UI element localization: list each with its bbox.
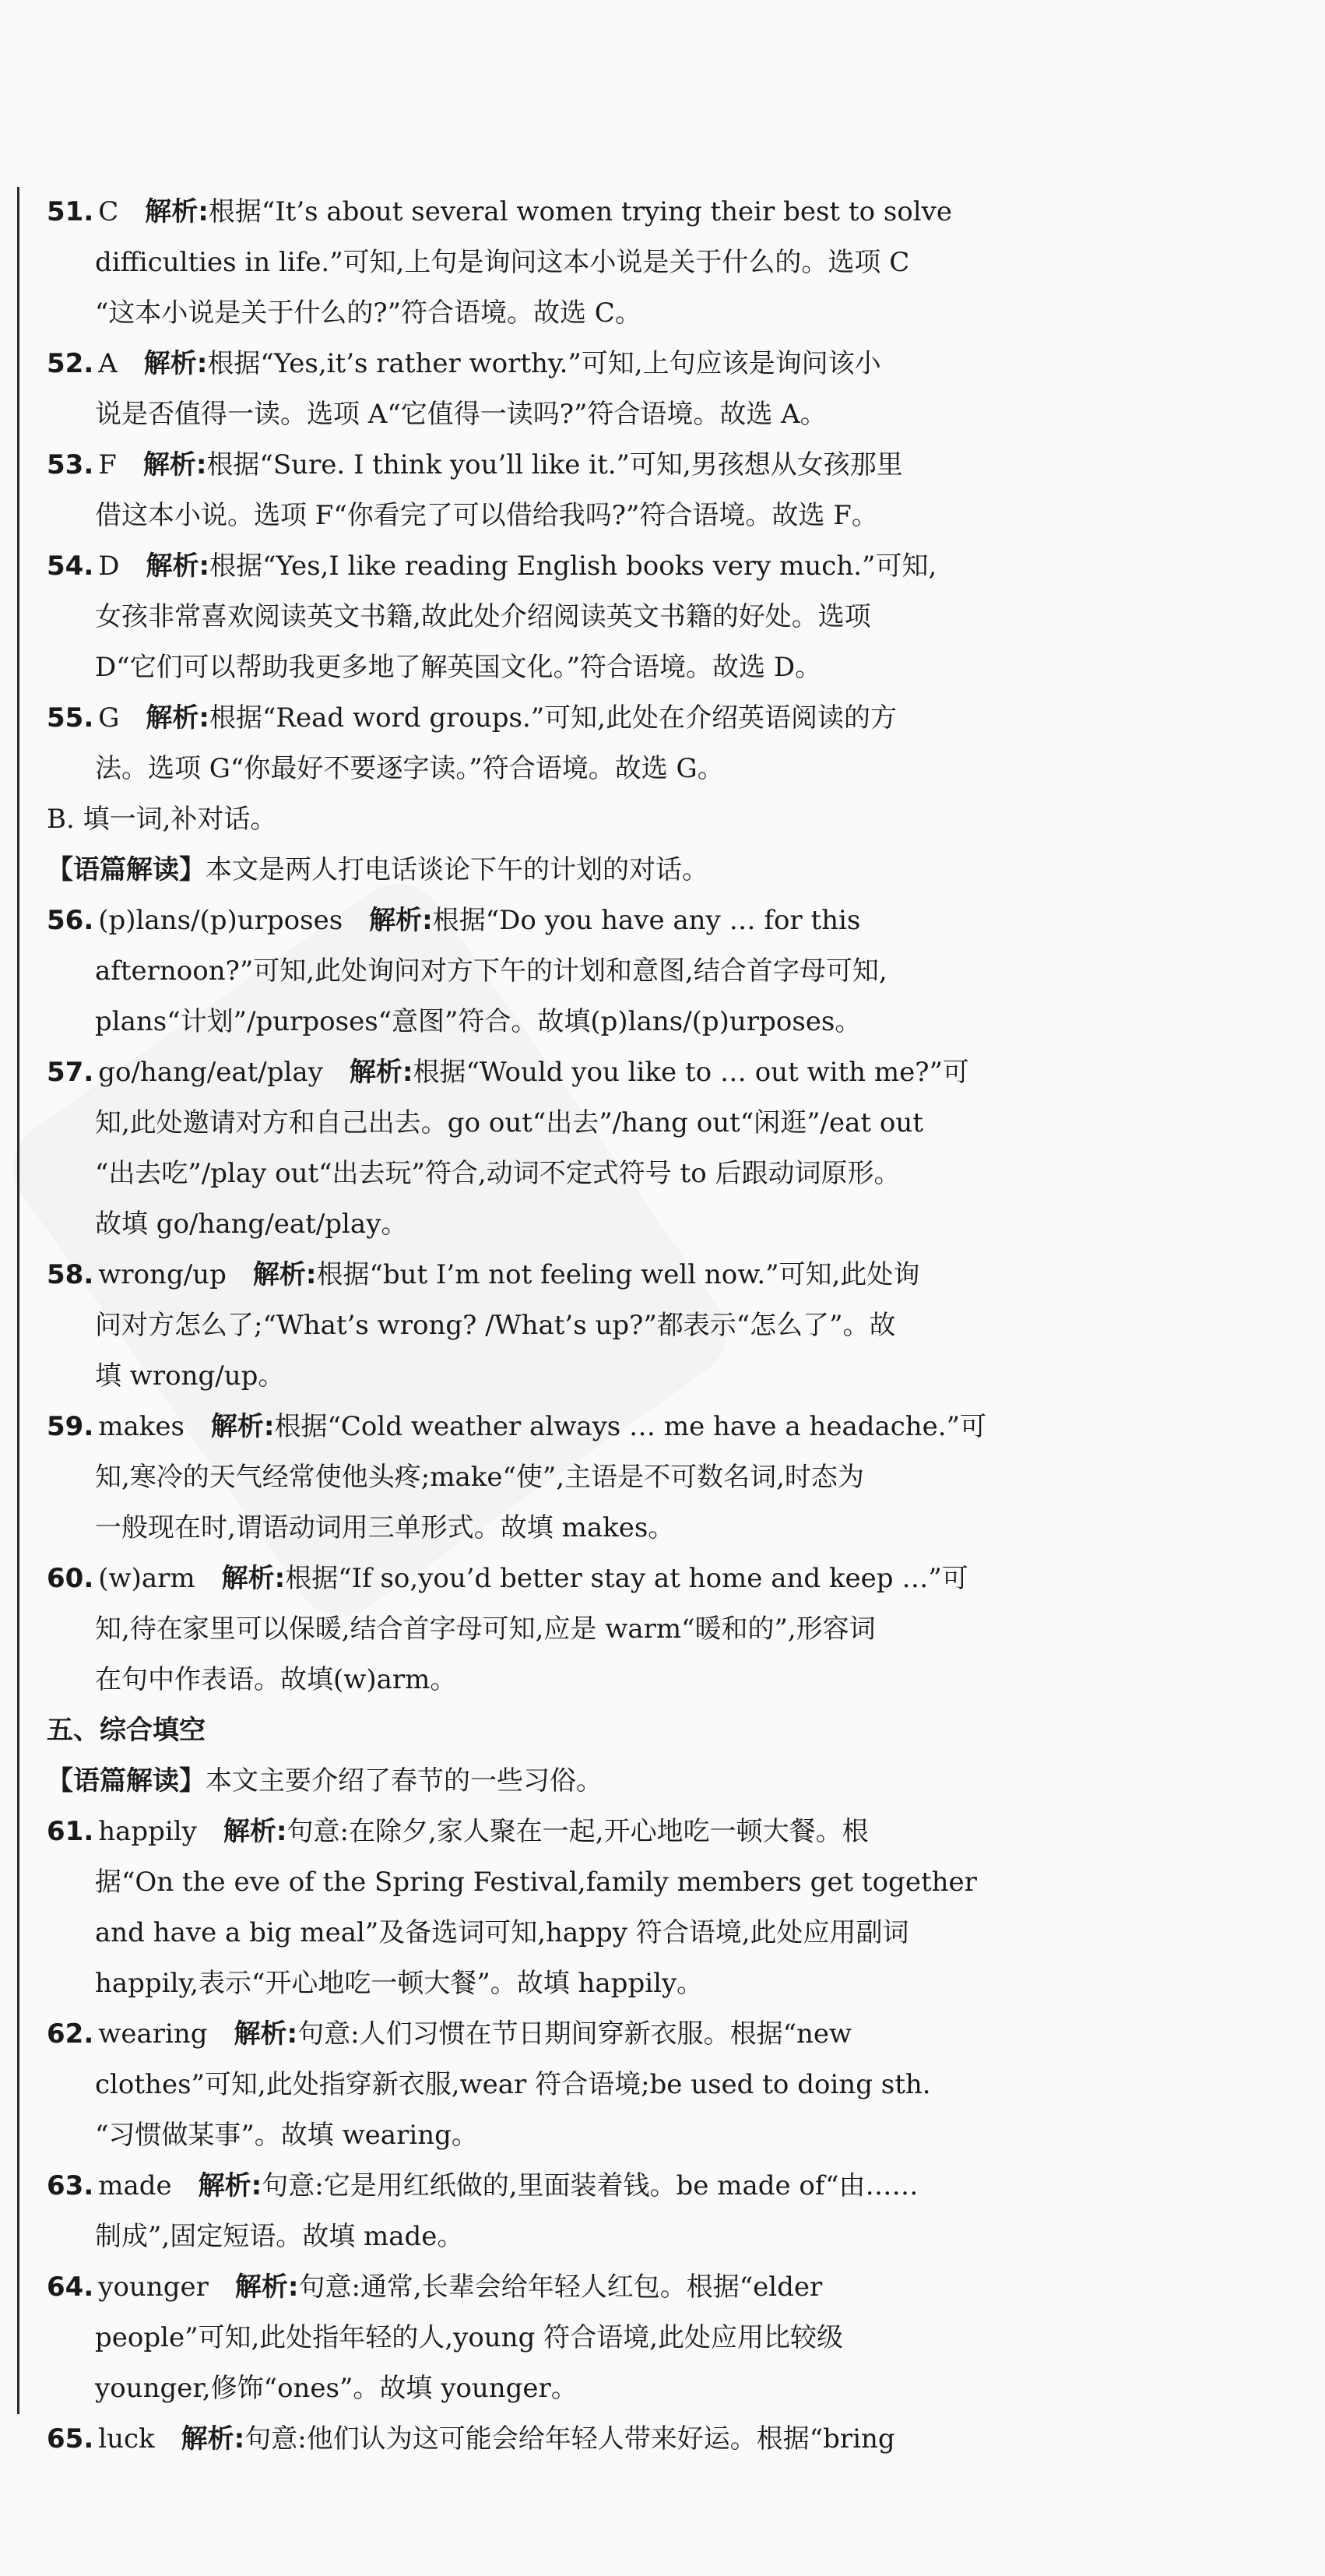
answer-continuation-line — [47, 2363, 1074, 2414]
analysis-label: 解析: — [146, 551, 210, 582]
reading-note-tag: 【语篇解读】 — [47, 1765, 206, 1797]
analysis-text: plans“计划”/purposes“意图”符合。故填(p)lans/(p)urposes。 — [95, 1006, 862, 1037]
answer-item — [47, 693, 1074, 794]
answer-first-line — [47, 187, 1074, 238]
analysis-text: 根据“It’s about several women trying their best to solve — [208, 196, 952, 227]
answer-item — [47, 896, 1074, 1047]
question-number: 58. — [47, 1259, 94, 1290]
analysis-label: 解析: — [369, 905, 433, 936]
analysis-text: 根据“but I’m not feeling well now.”可知,此处询 — [316, 1259, 920, 1290]
answer-continuation-line — [47, 1098, 1074, 1149]
analysis-text: 法。选项 G“你最好不要逐字读。”符合语境。故选 G。 — [95, 753, 724, 784]
question-number: 64. — [47, 2272, 94, 2303]
answer-item — [47, 2161, 1074, 2262]
answer-continuation-line — [47, 1958, 1074, 2009]
answer-continuation-line — [47, 744, 1074, 794]
question-number: 62. — [47, 2018, 94, 2050]
analysis-label: 解析: — [234, 2018, 298, 2050]
answer-value: wrong/up — [98, 1259, 227, 1290]
answer-first-line — [47, 1402, 1074, 1452]
analysis-text: 女孩非常喜欢阅读英文书籍,故此处介绍阅读英文书籍的好处。选项 — [95, 601, 871, 632]
answer-value: (p)lans/(p)urposes — [98, 905, 343, 936]
analysis-label: 解析: — [234, 2272, 299, 2303]
answers-group-b — [47, 896, 1074, 1705]
analysis-text: 说是否值得一读。选项 A“它值得一读吗?”符合语境。故选 A。 — [95, 399, 827, 430]
answer-item — [47, 1402, 1074, 1554]
analysis-label: 解析: — [198, 2170, 262, 2201]
answer-continuation-line — [47, 642, 1074, 693]
reading-note-b — [47, 845, 1074, 896]
answer-value: made — [98, 2170, 172, 2201]
answer-continuation-line — [47, 2060, 1074, 2110]
answer-item — [47, 339, 1074, 440]
answer-first-line — [47, 2009, 1074, 2060]
left-margin-rule — [17, 187, 19, 2414]
answer-value: A — [98, 348, 118, 379]
answer-continuation-line — [47, 1300, 1074, 1351]
answer-continuation-line — [47, 238, 1074, 288]
answer-content — [47, 187, 1074, 2465]
answer-item — [47, 1807, 1074, 2009]
analysis-text: 制成”,固定短语。故填 made。 — [95, 2221, 464, 2252]
analysis-text: 根据“Yes,I like reading English books very much.”可知, — [209, 551, 937, 582]
answer-item — [47, 1047, 1074, 1250]
answer-first-line — [47, 541, 1074, 592]
analysis-label: 解析: — [223, 1816, 287, 1847]
answer-item — [47, 440, 1074, 541]
analysis-text: 知,待在家里可以保暖,结合首字母可知,应是 warm“暖和的”,形容词 — [95, 1614, 876, 1645]
analysis-text: “这本小说是关于什么的?”符合语境。故选 C。 — [95, 297, 641, 329]
answer-value: luck — [98, 2423, 155, 2455]
reading-note-tag: 【语篇解读】 — [47, 854, 206, 885]
question-number: 59. — [47, 1411, 94, 1442]
analysis-text: 故填 go/hang/eat/play。 — [95, 1209, 408, 1240]
answer-first-line — [47, 693, 1074, 744]
question-number: 61. — [47, 1816, 94, 1847]
analysis-text: and have a big meal”及备选词可知,happy 符合语境,此处应用副词 — [95, 1917, 909, 1948]
answer-item — [47, 1250, 1074, 1402]
analysis-text: 句意:通常,长辈会给年轻人红包。根据“elder — [298, 2272, 823, 2303]
analysis-text: 知,此处邀请对方和自己出去。go out“出去”/hang out“闲逛”/eat out — [95, 1107, 923, 1138]
analysis-text: 根据“Would you like to … out with me?”可 — [413, 1057, 969, 1088]
analysis-text: 根据“Do you have any … for this — [432, 905, 861, 936]
analysis-text: 在句中作表语。故填(w)arm。 — [95, 1664, 457, 1695]
answer-continuation-line — [47, 1604, 1074, 1655]
answer-continuation-line — [47, 1351, 1074, 1402]
answer-continuation-line — [47, 997, 1074, 1047]
reading-note-five — [47, 1756, 1074, 1807]
analysis-text: younger,修饰“ones”。故填 younger。 — [95, 2373, 578, 2404]
reading-note-text: 本文是两人打电话谈论下午的计划的对话。 — [206, 854, 708, 885]
analysis-text: D“它们可以帮助我更多地了解英国文化。”符合语境。故选 D。 — [95, 652, 822, 683]
answer-continuation-line — [47, 2313, 1074, 2363]
answer-continuation-line — [47, 1503, 1074, 1554]
question-number: 57. — [47, 1057, 94, 1088]
question-number: 63. — [47, 2170, 94, 2201]
question-number: 55. — [47, 702, 94, 734]
answer-value: F — [98, 449, 117, 480]
answer-first-line — [47, 896, 1074, 946]
analysis-text: 根据“If so,you’d better stay at home and keep …”可 — [285, 1563, 968, 1594]
question-number: 52. — [47, 348, 94, 379]
analysis-label: 解析: — [252, 1259, 317, 1290]
answer-first-line — [47, 1250, 1074, 1300]
analysis-text: 问对方怎么了;“What’s wrong? /What’s up?”都表示“怎么了”。故 — [95, 1310, 896, 1341]
answer-item — [47, 2009, 1074, 2161]
analysis-label: 解析: — [210, 1411, 275, 1442]
analysis-text: 填 wrong/up。 — [95, 1360, 285, 1392]
analysis-text: 句意:在除夕,家人聚在一起,开心地吃一顿大餐。根 — [286, 1816, 869, 1847]
question-number: 56. — [47, 905, 94, 936]
answer-item — [47, 2262, 1074, 2414]
answer-item — [47, 1554, 1074, 1705]
answer-continuation-line — [47, 592, 1074, 642]
analysis-text: 根据“Sure. I think you’ll like it.”可知,男孩想从女孩那里 — [206, 449, 903, 480]
question-number: 65. — [47, 2423, 94, 2455]
analysis-text: afternoon?”可知,此处询问对方下午的计划和意图,结合首字母可知, — [95, 955, 887, 987]
analysis-label: 解析: — [146, 702, 210, 734]
analysis-text: 一般现在时,谓语动词用三单形式。故填 makes。 — [95, 1512, 675, 1543]
question-number: 53. — [47, 449, 94, 480]
analysis-label: 解析: — [181, 2423, 245, 2455]
analysis-text: “习惯做某事”。故填 wearing。 — [95, 2120, 478, 2151]
answer-item — [47, 541, 1074, 693]
answer-continuation-line — [47, 1452, 1074, 1503]
answer-first-line — [47, 1554, 1074, 1604]
analysis-label: 解析: — [349, 1057, 413, 1088]
answer-value: wearing — [98, 2018, 208, 2050]
answer-item — [47, 2414, 1074, 2465]
answer-value: makes — [98, 1411, 185, 1442]
answers-group-c — [47, 1807, 1074, 2465]
answer-continuation-line — [47, 2212, 1074, 2262]
question-number: 51. — [47, 196, 94, 227]
analysis-label: 解析: — [221, 1563, 286, 1594]
answer-first-line — [47, 2262, 1074, 2313]
answer-continuation-line — [47, 1655, 1074, 1705]
analysis-text: clothes”可知,此处指穿新衣服,wear 符合语境;be used to doing sth. — [95, 2069, 931, 2100]
analysis-text: 据“On the eve of the Spring Festival,family members get together — [95, 1867, 977, 1898]
analysis-text: 借这本小说。选项 F“你看完了可以借给我吗?”符合语境。故选 F。 — [95, 500, 878, 531]
analysis-text: 根据“Cold weather always … me have a headache.”可 — [274, 1411, 986, 1442]
answer-value: (w)arm — [98, 1563, 195, 1594]
analysis-text: 句意:他们认为这可能会给年轻人带来好运。根据“bring — [244, 2423, 895, 2455]
section-b-heading: B. 填一词,补对话。 — [47, 804, 277, 835]
answer-value: happily — [98, 1816, 197, 1847]
answer-continuation-line — [47, 1857, 1074, 1908]
analysis-label: 解析: — [143, 348, 208, 379]
answer-continuation-line — [47, 1908, 1074, 1958]
section-five-heading: 五、综合填空 — [47, 1715, 206, 1746]
answer-value: C — [98, 196, 119, 227]
analysis-text: difficulties in life.”可知,上句是询问这本小说是关于什么的。选项 C — [95, 247, 910, 278]
answer-value: G — [98, 702, 120, 734]
question-number: 60. — [47, 1563, 94, 1594]
answer-first-line — [47, 339, 1074, 389]
answer-item — [47, 187, 1074, 339]
answer-first-line — [47, 1807, 1074, 1857]
reading-note-text: 本文主要介绍了春节的一些习俗。 — [206, 1765, 603, 1797]
answer-first-line — [47, 1047, 1074, 1098]
answer-value: younger — [98, 2272, 209, 2303]
analysis-label: 解析: — [145, 196, 209, 227]
answer-first-line — [47, 2414, 1074, 2465]
analysis-text: people”可知,此处指年轻的人,young 符合语境,此处应用比较级 — [95, 2322, 843, 2353]
answer-first-line — [47, 2161, 1074, 2212]
answer-continuation-line — [47, 389, 1074, 440]
analysis-text: 根据“Yes,it’s rather worthy.”可知,上句应该是询问该小 — [207, 348, 881, 379]
analysis-text: 句意:它是用红纸做的,里面装着钱。be made of“由…… — [262, 2170, 919, 2201]
answer-value: go/hang/eat/play — [98, 1057, 323, 1088]
answer-continuation-line — [47, 946, 1074, 997]
answer-value: D — [98, 551, 120, 582]
answers-group-a — [47, 187, 1074, 794]
analysis-text: 句意:人们习惯在节日期间穿新衣服。根据“new — [297, 2018, 852, 2050]
analysis-text: happily,表示“开心地吃一顿大餐”。故填 happily。 — [95, 1968, 704, 1999]
answer-continuation-line — [47, 491, 1074, 541]
analysis-text: 根据“Read word groups.”可知,此处在介绍英语阅读的方 — [209, 702, 897, 734]
question-number: 54. — [47, 551, 94, 582]
answer-first-line — [47, 440, 1074, 491]
analysis-text: 知,寒冷的天气经常使他头疼;make“使”,主语是不可数名词,时态为 — [95, 1462, 864, 1493]
answer-continuation-line — [47, 1149, 1074, 1199]
answer-continuation-line — [47, 1199, 1074, 1250]
analysis-label: 解析: — [142, 449, 207, 480]
answer-continuation-line — [47, 288, 1074, 339]
analysis-text: “出去吃”/play out“出去玩”符合,动词不定式符号 to 后跟动词原形。 — [95, 1158, 901, 1189]
answer-continuation-line — [47, 2110, 1074, 2161]
